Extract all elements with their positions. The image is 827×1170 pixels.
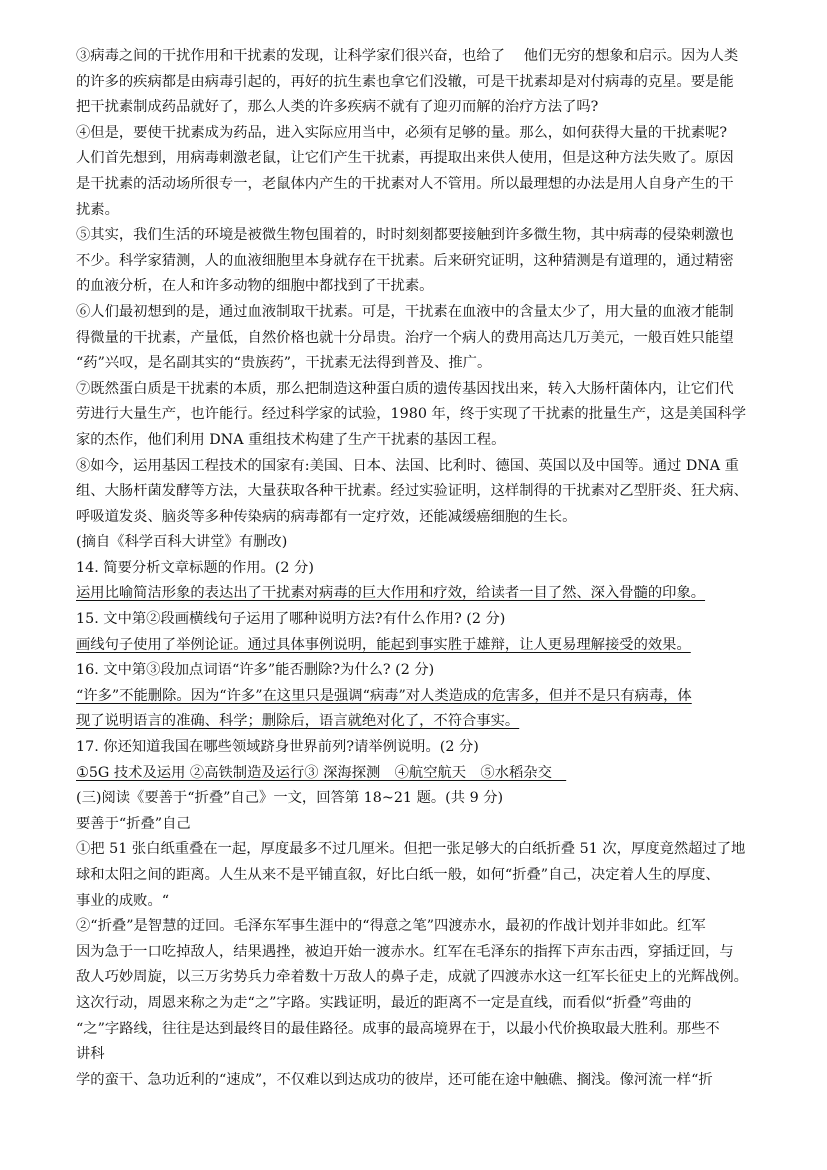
text-line — [76, 837, 769, 863]
line-text: ④但是，要使干扰素成为药品，进入实际应用当中，必须有足够的量。那么，如何获得大量的干扰素呢? — [76, 124, 728, 141]
text-line — [76, 454, 769, 480]
line-text: 敌人巧妙周旋，以三万劣势兵力牵着数十万敌人的鼻子走，成就了四渡赤水这一红军长征史上的光辉战例。 — [76, 969, 748, 986]
text-line — [76, 607, 769, 633]
line-text: 的许多的疾病都是由病毒引起的，再好的抗生素也拿它们没辙，可是干扰素却是对付病毒的克星。要是能 — [76, 73, 734, 90]
text-line — [76, 402, 769, 428]
line-text: ②“折叠”是智慧的迂回。毛泽东军事生涯中的“得意之笔”四渡赤水，最初的作战计划并非如此。红军 — [76, 918, 706, 935]
text-line — [76, 914, 769, 940]
line-text: 要善于“折叠”自己 — [76, 815, 191, 832]
answer-text: 画线句子使用了举例论证。通过具体事例说明，能起到事实胜于雄辩，让人更易理解接受的效果。 — [76, 636, 691, 653]
text-line — [76, 633, 769, 659]
text-line — [76, 761, 769, 787]
text-line — [76, 198, 769, 224]
line-text: (摘自《科学百科大讲堂》有删改) — [76, 534, 288, 551]
text-line — [76, 300, 769, 326]
text-line — [76, 172, 769, 198]
line-text: 劳进行大量生产，也许能行。经过科学家的试验，1980 年，终于实现了干扰素的批量生产，这是美国科学 — [76, 406, 746, 423]
line-text: ⑧如今，运用基因工程技术的国家有:美国、日本、法国、比利时、德国、英国以及中国等。通过 DNA 重 — [76, 457, 739, 474]
line-text: (三)阅读《要善于“折叠”自己》一文，回答第 18~21 题。(共 9 分) — [76, 790, 504, 807]
line-text: 把干扰素制成药品就好了，那么人类的许多疾病不就有了迎刃而解的治疗方法了吗? — [76, 99, 599, 116]
line-text: 17. 你还知道我国在哪些领域跻身世界前列?请举例说明。(2 分) — [76, 739, 479, 756]
text-line — [76, 326, 769, 352]
text-line — [76, 735, 769, 761]
text-line — [76, 1042, 769, 1068]
line-text: 组、大肠杆菌发酵等方法，大量获取各种干扰素。经过实验证明，这样制得的干扰素对乙型肝炎、狂犬病、 — [76, 483, 748, 500]
line-text: 得微量的干扰素，产量低，自然价格也就十分昂贵。治疗一个病人的费用高达几万美元，一般百姓只能望 — [76, 329, 734, 346]
line-text: 14. 简要分析文章标题的作用。(2 分) — [76, 559, 314, 576]
text-line — [76, 940, 769, 966]
text-line — [76, 121, 769, 147]
answer-text: ①5G 技术及运用 ②高铁制造及运行③ 深海探测 ④航空航天 ⑤水稻杂交 — [76, 764, 567, 781]
answer-text: 现了说明语言的准确、科学；删除后，语言就绝对化了，不符合事实。 — [76, 713, 520, 730]
text-line — [76, 377, 769, 403]
text-line — [76, 70, 769, 96]
answer-text: 运用比喻简洁形象的表达出了干扰素对病毒的巨大作用和疗效，给读者一目了然、深入骨髓的印象。 — [76, 585, 706, 602]
text-line — [76, 428, 769, 454]
text-line — [76, 658, 769, 684]
text-line — [76, 889, 769, 915]
line-text: 的血液分析，在人和许多动物的细胞中都找到了干扰素。 — [76, 278, 434, 295]
text-line — [76, 581, 769, 607]
line-text: 是干扰素的活动场所很专一，老鼠体内产生的干扰素对人不管用。所以最理想的办法是用人自身产生的干 — [76, 175, 734, 192]
line-text: “药”兴叹，是名副其实的“贵族药”，干扰素无法得到普及、推广。 — [76, 355, 492, 372]
line-text: ⑥人们最初想到的是，通过血液制取干扰素。可是，干扰素在血液中的含量太少了，用大量的血液才能制 — [76, 303, 734, 320]
text-line — [76, 684, 769, 710]
line-text: 扰素。 — [76, 201, 119, 218]
text-line — [76, 786, 769, 812]
text-line — [76, 1068, 769, 1094]
line-text: 人们首先想到，用病毒刺激老鼠，让它们产生干扰素，再提取出来供人使用，但是这种方法失败了。原因 — [76, 150, 734, 167]
line-text: 16. 文中第③段加点词语“许多”能否删除?为什么? (2 分) — [76, 662, 435, 679]
line-text: 15. 文中第②段画横线句子运用了哪种说明方法?有什么作用? (2 分) — [76, 611, 506, 628]
line-text: 事业的成败。“ — [76, 892, 170, 909]
line-text: 不少。科学家猜测，人的血液细胞里本身就存在干扰素。后来研究证明，这种猜测是有道理的，通过精密 — [76, 252, 734, 269]
text-line — [76, 812, 769, 838]
text-line — [76, 863, 769, 889]
text-line — [76, 991, 769, 1017]
line-text: “之”字路线，往往是达到最终目的最佳路径。成事的最高境界在于，以最小代价换取最大胜利。那些不 — [76, 1020, 720, 1037]
answer-text: “许多”不能删除。因为“许多”在这里只是强调“病毒”对人类造成的危害多，但并不是只有病毒，体 — [76, 687, 692, 704]
line-text: ⑦既然蛋白质是干扰素的本质，那么把制造这种蛋白质的遗传基因找出来，转入大肠杆菌体内，让它们代 — [76, 380, 734, 397]
text-line — [76, 1017, 769, 1043]
text-line — [76, 351, 769, 377]
text-line — [76, 44, 769, 70]
line-text: 呼吸道发炎、脑炎等多种传染病的病毒都有一定疗效，还能减缓癌细胞的生长。 — [76, 508, 577, 525]
text-line — [76, 223, 769, 249]
line-text: ③病毒之间的干扰作用和干扰素的发现，让科学家们很兴奋，也给了 他们无穷的想象和启示。因为人类 — [76, 48, 739, 64]
line-text: 家的杰作，他们利用 DNA 重组技术构建了生产干扰素的基因工程。 — [76, 431, 506, 448]
text-line — [76, 530, 769, 556]
line-text: 讲科 — [76, 1046, 105, 1063]
line-text: 球和太阳之间的距离。人生从来不是平铺直叙，好比白纸一般，如何“折叠”自己，决定着人生的厚度、 — [76, 867, 720, 883]
text-line — [76, 709, 769, 735]
line-text: 学的蛮干、急功近利的“速成”，不仅难以到达成功的彼岸，还可能在途中触礁、搁浅。像河流一样“折 — [76, 1071, 713, 1088]
text-line — [76, 249, 769, 275]
text-line — [76, 146, 769, 172]
text-line — [76, 479, 769, 505]
text-line — [76, 965, 769, 991]
line-text: ①把 51 张白纸重叠在一起，厚度最多不过几厘米。但把一张足够大的白纸折叠 51 次，厚度竟然超过了地 — [76, 841, 746, 858]
line-text: 这次行动，周恩来称之为走“之”字路。实践证明，最近的距离不一定是直线，而看似“折叠”弯曲的 — [76, 994, 692, 1011]
line-text: ⑤其实，我们生活的环境是被微生物包围着的，时时刻刻都要接触到许多微生物，其中病毒的侵染刺激也 — [76, 227, 734, 244]
text-line — [76, 274, 769, 300]
line-text: 因为急于一口吃掉敌人，结果遇挫，被迫开始一渡赤水。红军在毛泽东的指挥下声东击西，穿插迂回，与 — [76, 943, 734, 960]
text-line — [76, 505, 769, 531]
text-line — [76, 95, 769, 121]
text-line — [76, 556, 769, 582]
